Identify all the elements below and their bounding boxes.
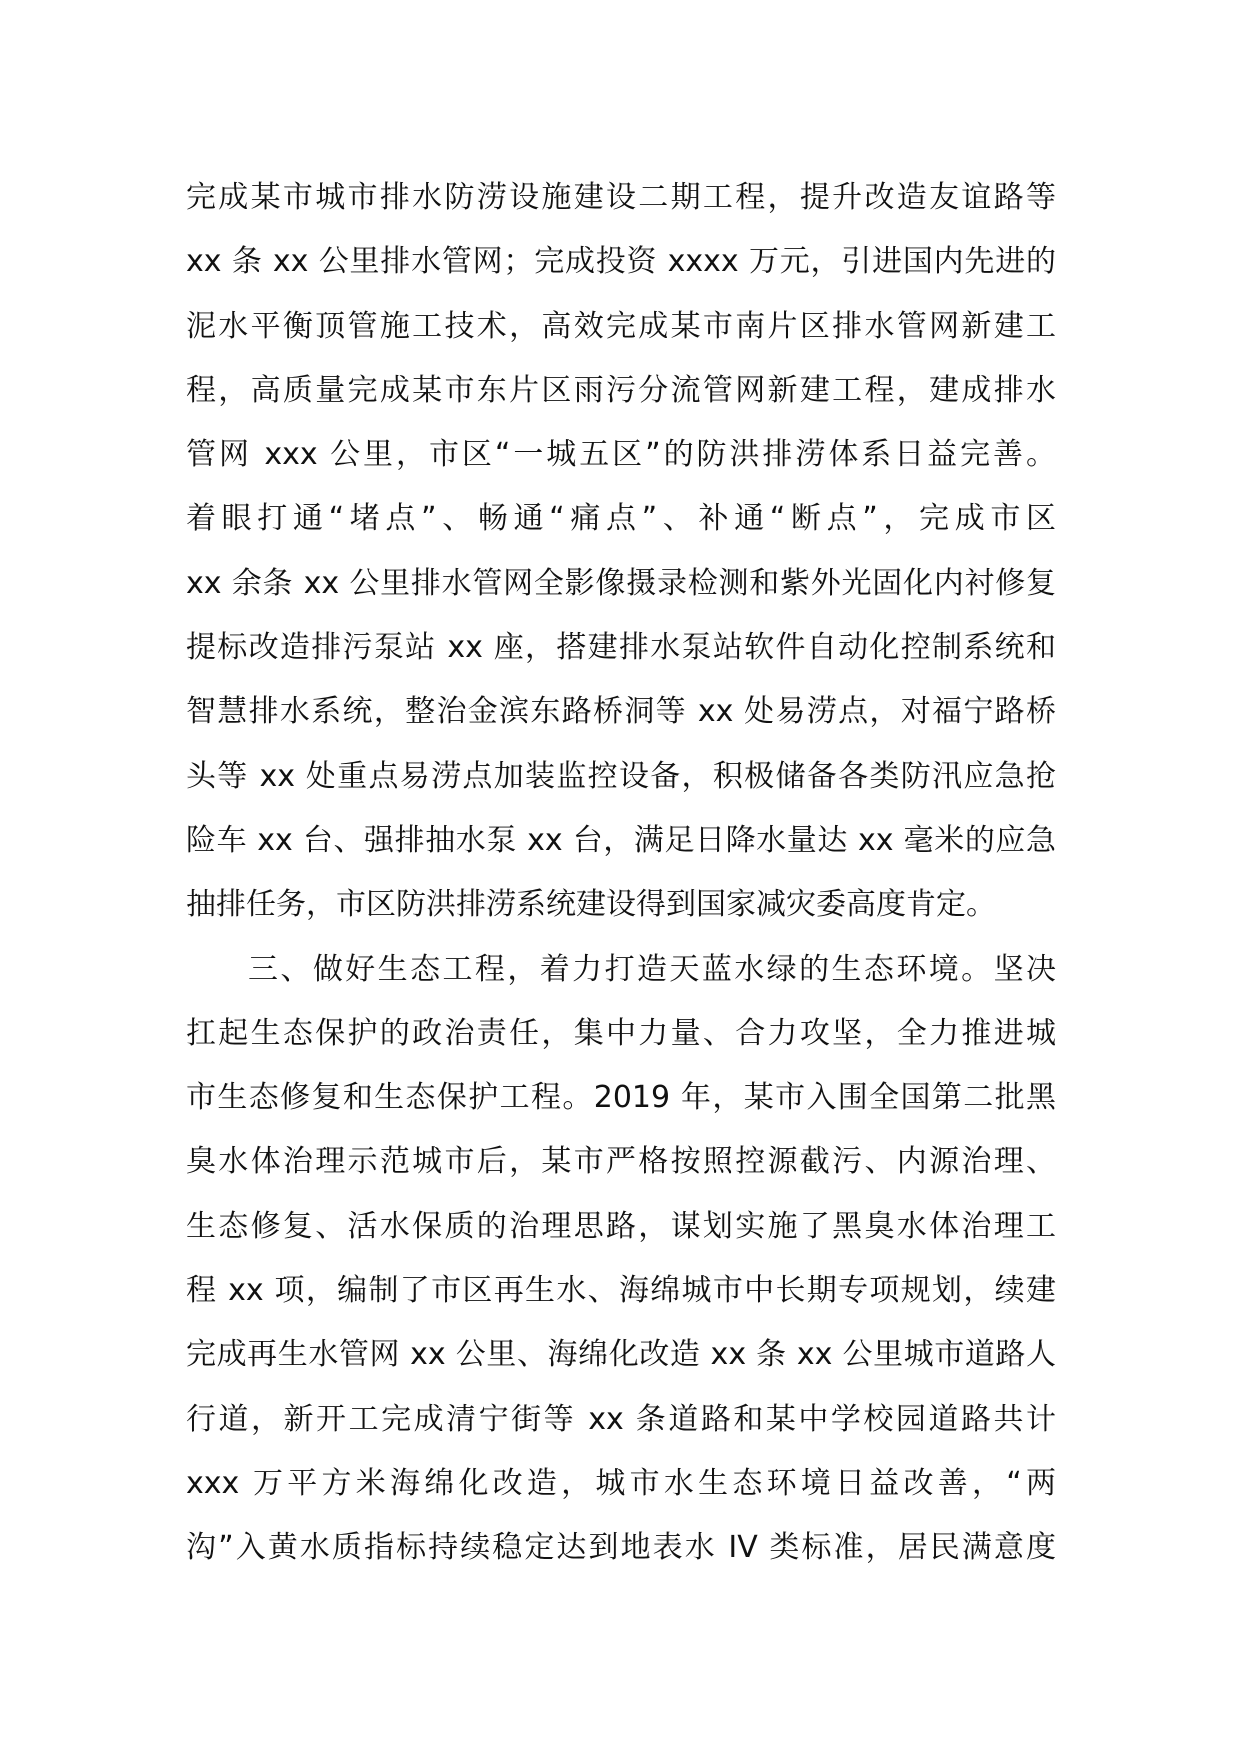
text-line: 市生态修复和生态保护工程。2019 年，某市入围全国第二批黑 [186, 1080, 1056, 1116]
text-line: 完成再生水管网 xx 公里、海绵化改造 xx 条 xx 公里城市道路人 [186, 1337, 1056, 1373]
text-line: 完成某市城市排水防涝设施建设二期工程，提升改造友谊路等 [186, 180, 1056, 215]
text-line: xx 余条 xx 公里排水管网全影像摄录检测和紫外光固化内衬修复 [186, 565, 1056, 601]
text-line: 抽排任务，市区防洪排涝系统建设得到国家减灾委高度肯定。 [186, 887, 996, 923]
text-line: 程，高质量完成某市东片区雨污分流管网新建工程，建成排水 [186, 372, 1056, 408]
section-heading-line: 三、做好生态工程，着力打造天蓝水绿的生态环境。坚决 [248, 951, 1056, 987]
text-line: 提标改造排污泵站 xx 座，搭建排水泵站软件自动化控制系统和 [186, 630, 1056, 666]
text-line: 生态修复、活水保质的治理思路，谋划实施了黑臭水体治理工 [186, 1208, 1056, 1244]
text-line: 着眼打通“堵点”、畅通“痛点”、补通“断点”，完成市区 [186, 501, 1056, 537]
text-line: 头等 xx 处重点易涝点加装监控设备，积极储备各类防汛应急抢 [186, 758, 1056, 794]
text-line: 沟”入黄水质指标持续稳定达到地表水 IV 类标准，居民满意度 [186, 1530, 1056, 1566]
text-line: 臭水体治理示范城市后，某市严格按照控源截污、内源治理、 [186, 1144, 1056, 1180]
text-line: 智慧排水系统，整治金滨东路桥洞等 xx 处易涝点，对福宁路桥 [186, 694, 1056, 730]
text-line: xxx 万平方米海绵化改造，城市水生态环境日益改善，“两 [186, 1465, 1056, 1501]
body-text [186, 166, 1056, 1581]
text-line: 险车 xx 台、强排抽水泵 xx 台，满足日降水量达 xx 毫米的应急 [186, 822, 1056, 858]
text-line: xx 条 xx 公里排水管网；完成投资 xxxx 万元，引进国内先进的 [186, 244, 1056, 280]
text-line: 程 xx 项，编制了市区再生水、海绵城市中长期专项规划，续建 [186, 1273, 1056, 1309]
text-line: 管网 xxx 公里，市区“一城五区”的防洪排涝体系日益完善。 [186, 437, 1056, 473]
text-line: 扛起生态保护的政治责任，集中力量、合力攻坚，全力推进城 [186, 1015, 1056, 1051]
text-line: 行道，新开工完成清宁街等 xx 条道路和某中学校园道路共计 [186, 1401, 1056, 1437]
text-line: 泥水平衡顶管施工技术，高效完成某市南片区排水管网新建工 [186, 308, 1056, 344]
